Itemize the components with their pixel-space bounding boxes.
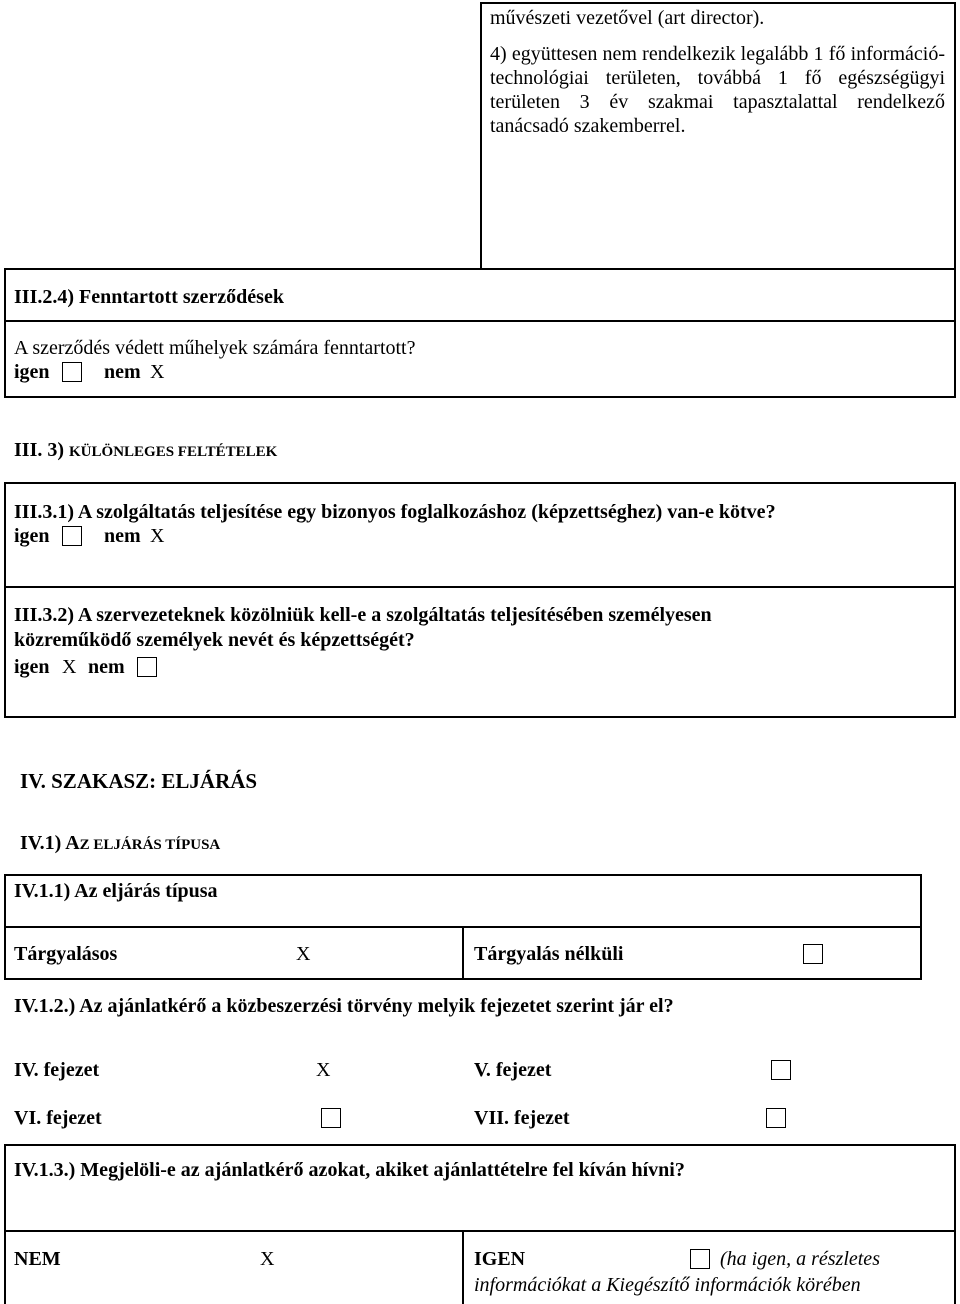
chapter-5-label: V. fejezet	[474, 1059, 552, 1081]
chapter-5-checkbox[interactable]	[771, 1060, 791, 1080]
igen-option-label: IGEN	[474, 1248, 526, 1270]
question-4-1-2: IV.1.2.) Az ajánlatkérő a közbeszerzési törvény melyik fejezetet szerint jár el?	[14, 995, 674, 1017]
question-3-3-2-nem-label: nem	[88, 656, 125, 678]
top-cell-right-border	[954, 2, 956, 270]
table-4-1-1-top	[4, 874, 922, 876]
table-4-1-2-top	[4, 978, 922, 980]
top-cell-paragraph: 4) együttesen nem rendelkezik legalább 1 fő információ-technológiai területen, továbbá 1 fő egészségügyi területen 3 év szakmai tapasztalattal rendelkező tanácsadó szakemberrel.	[490, 43, 945, 137]
targyalasos-mark: X	[296, 943, 311, 965]
section-3-3-prefix: III. 3)	[14, 439, 65, 461]
section-4-1-title: Z ELJÁRÁS TÍPUSA	[79, 837, 221, 853]
question-3-3-2-line1: III.3.2) A szervezeteknek közölniük kell-e a szolgáltatás teljesítésében személyesen	[14, 604, 712, 626]
question-3-3-1-igen-checkbox[interactable]	[62, 526, 82, 546]
chapter-6-checkbox[interactable]	[321, 1108, 341, 1128]
table-4-1-3-col-divider	[462, 1230, 464, 1304]
nem-option-mark: X	[260, 1248, 275, 1270]
section-3-3-divider	[4, 586, 956, 588]
top-cell-line1: művészeti vezetővel (art director).	[490, 7, 765, 29]
table-4-1-3-top	[4, 1144, 956, 1146]
table-4-1-1-col-divider	[462, 926, 464, 978]
igen-note-line1: (ha igen, a részletes	[720, 1248, 880, 1270]
question-3-3-2-line2: közreműködő személyek nevét és képzettségét?	[14, 629, 415, 651]
question-3-3-2-igen-label: igen	[14, 656, 50, 678]
top-cell-top-border	[480, 2, 956, 4]
targyalas-nelkuli-label: Tárgyalás nélküli	[474, 943, 624, 965]
section-4-heading: IV. SZAKASZ: ELJÁRÁS	[20, 769, 258, 793]
question-4-1-3: IV.1.3.) Megjelöli-e az ajánlatkérő azokat, akiket ajánlattételre fel kíván hívni?	[14, 1159, 685, 1181]
igen-note-line2: információkat a Kiegészítő információk körében	[474, 1274, 861, 1296]
question-3-3-1-nem-mark: X	[150, 525, 165, 547]
section-3-2-4-heading: III.2.4) Fenntartott szerződések	[14, 286, 284, 308]
chapter-6-label: VI. fejezet	[14, 1107, 102, 1129]
question-4-1-1: IV.1.1) Az eljárás típusa	[14, 880, 218, 902]
question-3-3-1: III.3.1) A szolgáltatás teljesítése egy bizonyos foglalkozáshoz (képzettséghez) van-e kötve?	[14, 501, 776, 523]
question-3-3-1-igen-label: igen	[14, 525, 50, 547]
question-3-3-1-nem-label: nem	[104, 525, 141, 547]
table-4-1-3-left	[4, 1144, 6, 1304]
question-3-3-2-nem-checkbox[interactable]	[137, 657, 157, 677]
table-4-1-3-right	[954, 1144, 956, 1304]
chapter-7-checkbox[interactable]	[766, 1108, 786, 1128]
section-4-1-prefix: IV.1) A	[20, 832, 80, 854]
targyalas-nelkuli-checkbox[interactable]	[803, 944, 823, 964]
igen-option-checkbox[interactable]	[690, 1249, 710, 1269]
chapter-4-label: IV. fejezet	[14, 1059, 100, 1081]
targyalasos-label: Tárgyalásos	[14, 943, 118, 965]
section-3-2-4-nem-mark: X	[150, 361, 165, 383]
section-3-2-4-igen-label: igen	[14, 361, 50, 383]
section-3-2-4-divider	[4, 320, 956, 322]
section-4-1-heading	[20, 831, 220, 857]
section-3-2-4-question: A szerződés védett műhelyek számára fenntartott?	[14, 337, 416, 359]
question-3-3-2-igen-mark: X	[62, 656, 77, 678]
table-4-1-3-row-divider	[4, 1230, 956, 1232]
section-3-3-title: KÜLÖNLEGES FELTÉTELEK	[69, 444, 278, 460]
section-3-2-4-nem-label: nem	[104, 361, 141, 383]
section-3-2-4-igen-checkbox[interactable]	[62, 362, 82, 382]
top-cell-left-border	[480, 2, 482, 270]
nem-option-label: NEM	[14, 1248, 61, 1270]
section-3-3-heading	[14, 438, 277, 464]
chapter-4-mark: X	[316, 1059, 331, 1081]
chapter-7-label: VII. fejezet	[474, 1107, 570, 1129]
